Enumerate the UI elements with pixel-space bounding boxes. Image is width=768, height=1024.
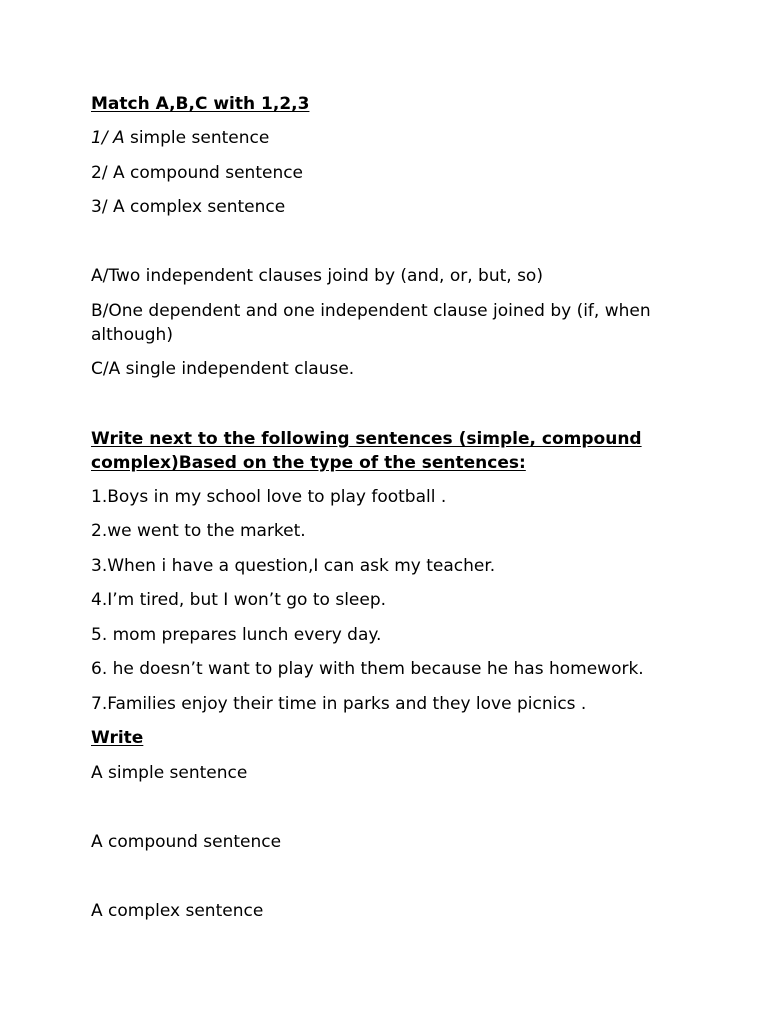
match-heading: Match A,B,C with 1,2,3 [91, 94, 310, 114]
definition-c: C/A single independent clause. [91, 359, 355, 379]
definition-a: A/Two independent clauses joind by (and, or, but, so) [91, 266, 543, 286]
sentence-item-6: 6. he doesn’t want to play with them because he has homework. [91, 659, 644, 679]
sentence-item-3: 3.When i have a question,I can ask my teacher. [91, 556, 496, 576]
sentence-item-5: 5. mom prepares lunch every day. [91, 625, 382, 645]
definition-b: B/One dependent and one independent clause joined by (if, when although) [91, 301, 651, 345]
sentence-item-1: 1.Boys in my school love to play football . [91, 487, 447, 507]
write-prompt-complex: A complex sentence [91, 901, 264, 921]
write-heading: Write [91, 728, 144, 748]
numbered-item-2: 2/ A compound sentence [91, 163, 304, 183]
sentence-item-4: 4.I’m tired, but I won’t go to sleep. [91, 590, 387, 610]
write-prompt-simple: A simple sentence [91, 763, 248, 783]
numbered-item-1-prefix: 1/ A [91, 128, 125, 148]
write-next-heading-line-1: Write next to the following sentences (simple, compound [91, 429, 642, 449]
sentence-item-2: 2.we went to the market. [91, 521, 306, 541]
numbered-item-1 [91, 126, 269, 150]
write-next-heading-line-2: complex)Based on the type of the sentences: [91, 453, 526, 473]
numbered-item-3: 3/ A complex sentence [91, 197, 286, 217]
numbered-item-1-text: simple sentence [124, 128, 270, 148]
write-prompt-compound: A compound sentence [91, 832, 282, 852]
sentence-item-7: 7.Families enjoy their time in parks and they love picnics . [91, 694, 587, 714]
